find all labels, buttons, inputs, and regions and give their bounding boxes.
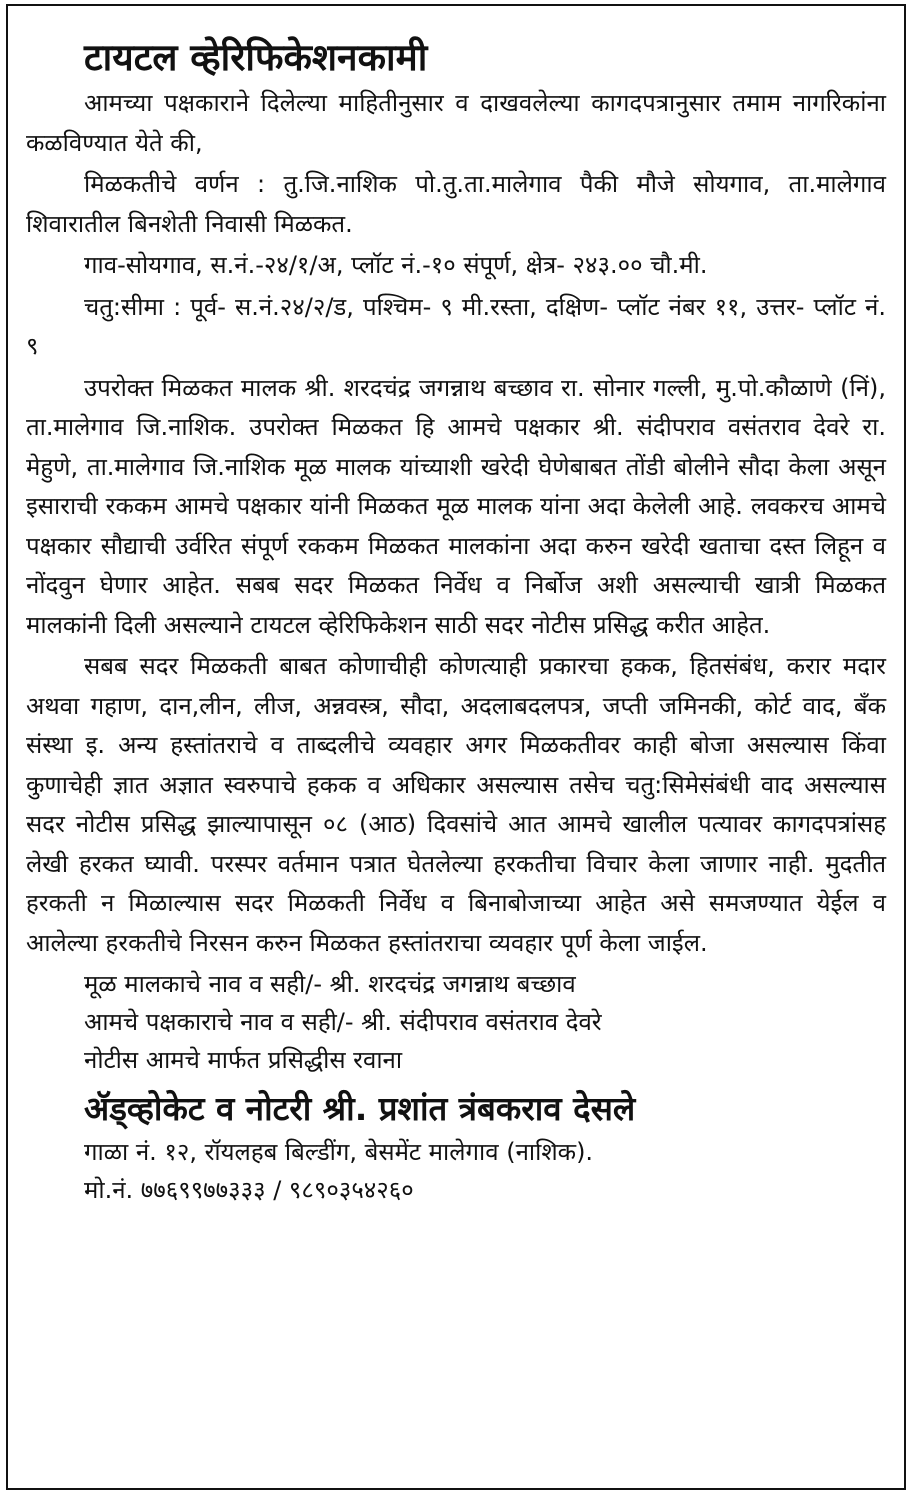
ownership-paragraph: उपरोक्त मिळकत मालक श्री. शरदचंद्र जगन्नाथ बच्छाव रा. सोनार गल्ली, मु.पो.कौळाणे (निं), ता.मालेगाव जि.नाशिक. उपरोक्त मिळकत हि आमचे पक्षकार श्री. संदीपराव वसंतराव देवरे रा. मेहुणे, ता.मालेगाव जि.नाशिक मूळ मालक यांच्याशी खरेदी घेणेबाबत तोंडी बोलीने सौदा केला असून इसाराची रककम आमचे पक्षकार यांनी मिळकत मूळ मालक यांना अदा केलेली आहे. लवकरच आमचे पक्षकार सौद्याची उर्वरित संपूर्ण रककम मिळकत मालकांना अदा करुन खरेदी खताचा दस्त लिहून व नोंदवुन घेणार आहेत. सबब सदर मिळकत निर्वेध व निर्बोज अशी असल्याची खात्री मिळकत मालकांनी दिली असल्याने टायटल व्हेरिफिकेशन साठी सदर नोटीस प्रसिद्ध करीत आहेत. xyxy=(26,373,886,639)
owner-signature-line: मूळ मालकाचे नाव व सही/- श्री. शरदचंद्र जगन्नाथ बच्छाव xyxy=(84,970,576,998)
advocate-name: ॲड्व्होकेट व नोटरी श्री. प्रशांत त्रंबकराव देसले xyxy=(84,1089,636,1128)
advocate-phone: मो.नं. ७७६९९७७३३३ / ९८९०३५४२६० xyxy=(84,1176,414,1204)
public-notice xyxy=(6,4,906,1490)
objection-paragraph: सबब सदर मिळकती बाबत कोणाचीही कोणत्याही प्रकारचा हकक, हितसंबंध, करार मदार अथवा गहाण, दान,लीन, लीज, अन्नवस्त्र, सौदा, अदलाबदलपत्र, जप्ती जमिनकी, कोर्ट वाद, बँक संस्था इ. अन्य हस्तांतराचे व ताब्दलीचे व्यवहार अगर मिळकतीवर काही बोजा असल्यास किंवा कुणाचेही ज्ञात अज्ञात स्वरुपाचे हकक व अधिकार असल्यास तसेच चतु:सिमेसंबंधी वाद असल्यास सदर नोटीस प्रसिद्ध झाल्यापासून ०८ (आठ) दिवसांचे आत आमचे खालील पत्यावर कागदपत्रांसह लेखी हरकत घ्यावी. परस्पर वर्तमान पत्रात घेतलेल्या हरकतीचा विचार केला जाणार नाही. मुदतीत हरकती न मिळाल्यास सदर मिळकती निर्वेध व बिनाबोजाच्या आहेत असे समजण्यात येईल व आलेल्या हरकतीचे निरसन करुन मिळकत हस्तांतराचा व्यवहार पूर्ण केला जाईल. xyxy=(26,652,886,957)
property-survey-details: गाव-सोयगाव, स.नं.-२४/१/अ, प्लॉट नं.-१० संपूर्ण, क्षेत्र- २४३.०० चौ.मी. xyxy=(84,251,708,279)
published-through-line: नोटीस आमचे मार्फत प्रसिद्धीस रवाना xyxy=(84,1046,403,1074)
intro-paragraph: आमच्या पक्षकाराने दिलेल्या माहितीनुसार व दाखवलेल्या कागदपत्रानुसार तमाम नागरिकांना कळविण्यात येते की, xyxy=(26,89,886,157)
advocate-address: गाळा नं. १२, रॉयलहब बिल्डींग, बेसमेंट मालेगाव (नाशिक). xyxy=(84,1138,594,1166)
client-signature-line: आमचे पक्षकाराचे नाव व सही/- श्री. संदीपराव वसंतराव देवरे xyxy=(84,1008,602,1036)
property-description: मिळकतीचे वर्णन : तु.जि.नाशिक पो.तु.ता.मालेगाव पैकी मौजे सोयगाव, ता.मालेगाव शिवारातील बिनशेती निवासी मिळकत. xyxy=(26,170,886,238)
notice-title: टायटल व्हेरिफिकेशनकामी xyxy=(84,36,428,79)
property-boundaries: चतु:सीमा : पूर्व- स.नं.२४/२/ड, पश्चिम- ९ मी.रस्ता, दक्षिण- प्लॉट नंबर ११, उत्तर- प्लॉट नं. ९ xyxy=(26,292,886,360)
